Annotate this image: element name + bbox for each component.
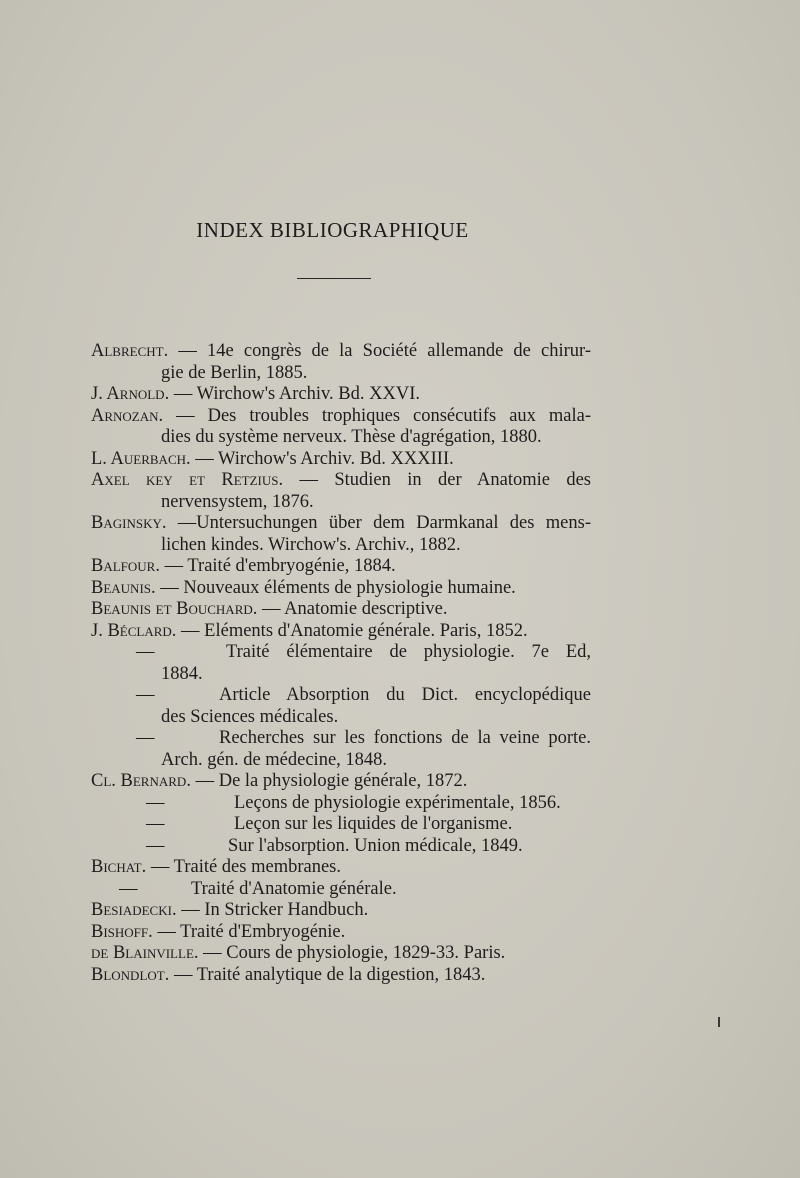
ditto-dash: —	[146, 814, 165, 834]
author-name: J. Béclard.	[91, 620, 177, 641]
index-entry	[91, 513, 591, 556]
ditto-dash: —	[146, 792, 165, 813]
index-entry	[91, 879, 591, 901]
entry-text: — Traité analytique de la digestion, 1843.	[169, 964, 486, 985]
entry-text: — Traité des membranes.	[146, 857, 341, 877]
entry-text: — Des troubles trophiques consécutifs aux mala-	[163, 405, 591, 426]
author-name: Blondlot.	[91, 964, 170, 985]
entry-text: —Untersuchungen über dem Darmkanal des mens-	[166, 513, 591, 533]
author-name: Cl. Bernard.	[91, 771, 191, 791]
ditto-dash: —	[136, 685, 155, 705]
index-entry	[91, 449, 591, 471]
index-entry	[91, 578, 591, 600]
author-name: Axel key et Retzius.	[91, 470, 284, 490]
entry-text: Leçons de physiologie expérimentale, 1856.	[234, 792, 561, 813]
paper-mark	[718, 1017, 720, 1027]
entry-continuation: nervensystem, 1876.	[161, 491, 314, 512]
title-rule	[297, 278, 371, 279]
index-entry	[91, 836, 591, 858]
index-entry	[91, 728, 591, 771]
entry-text: — In Stricker Handbuch.	[176, 900, 369, 920]
index-entry	[91, 900, 591, 922]
entry-text: — Traité d'Embryogénie.	[152, 921, 346, 942]
index-entry	[91, 621, 591, 643]
ditto-dash: —	[146, 835, 165, 856]
entry-continuation: des Sciences médicales.	[161, 706, 339, 727]
index-entry	[91, 922, 591, 944]
author-name: Albrecht.	[91, 341, 169, 361]
entry-continuation: gie de Berlin, 1885.	[161, 362, 308, 383]
author-name: Bichat.	[91, 857, 147, 877]
author-name: Arnozan.	[91, 405, 164, 426]
entry-text: Article Absorption du Dict. encyclopédique	[219, 685, 591, 705]
author-name: L. Auerbach.	[91, 448, 191, 469]
entry-text: — Wirchow's Archiv. Bd. XXVI.	[169, 384, 420, 404]
index-entry	[91, 599, 591, 621]
author-name: Balfour.	[91, 556, 160, 576]
entry-text: Recherches sur les fonctions de la veine porte.	[219, 728, 591, 748]
ditto-dash: —	[119, 878, 138, 899]
entry-continuation: Arch. gén. de médecine, 1848.	[161, 749, 388, 770]
entry-text: — Wirchow's Archiv. Bd. XXXIII.	[190, 448, 454, 469]
index-entry	[91, 857, 591, 879]
index-entry	[91, 384, 591, 406]
entry-text: — Nouveaux éléments de physiologie humaine.	[155, 577, 516, 598]
entry-text: — 14e congrès de la Société allemande de chirur-	[168, 341, 591, 361]
author-name: Besiadecki.	[91, 900, 177, 920]
entry-text: — Cours de physiologie, 1829-33. Paris.	[198, 943, 506, 963]
entry-text: Traité d'Anatomie générale.	[191, 878, 397, 899]
author-name: Beaunis et Bouchard.	[91, 599, 258, 619]
index-entry	[91, 943, 591, 965]
entry-text: Leçon sur les liquides de l'organisme.	[234, 814, 513, 834]
entry-text: Sur l'absorption. Union médicale, 1849.	[228, 835, 523, 856]
author-name: J. Arnold.	[91, 384, 170, 404]
entry-text: Traité élémentaire de physiologie. 7e Ed,	[226, 642, 591, 662]
entry-text: — Traité d'embryogénie, 1884.	[159, 556, 396, 576]
index-entry	[91, 771, 591, 793]
author-name: de Blainville.	[91, 943, 199, 963]
entry-text: — Studien in der Anatomie des	[283, 470, 592, 490]
author-name: Beaunis.	[91, 577, 156, 598]
index-entry	[91, 341, 591, 384]
entry-text: — De la physiologie générale, 1872.	[190, 771, 468, 791]
ditto-dash: —	[136, 728, 155, 748]
index-entry	[91, 556, 591, 578]
entry-text: — Eléments d'Anatomie générale. Paris, 1852.	[176, 620, 528, 641]
index-entry	[91, 470, 591, 513]
index-entry	[91, 642, 591, 685]
index-entry	[91, 814, 591, 836]
ditto-dash: —	[136, 642, 155, 662]
index-entry	[91, 685, 591, 728]
page-title: INDEX BIBLIOGRAPHIQUE	[196, 218, 469, 242]
index-entry	[91, 965, 591, 987]
bibliography-index	[91, 341, 591, 986]
entry-continuation: lichen kindes. Wirchow's. Archiv., 1882.	[161, 534, 461, 555]
entry-text: — Anatomie descriptive.	[257, 599, 448, 619]
author-name: Baginsky.	[91, 513, 167, 533]
entry-continuation: dies du système nerveux. Thèse d'agrégation, 1880.	[161, 427, 542, 447]
author-name: Bishoff.	[91, 921, 153, 942]
index-entry	[91, 406, 591, 449]
index-entry	[91, 793, 591, 815]
entry-continuation: 1884.	[161, 663, 203, 684]
